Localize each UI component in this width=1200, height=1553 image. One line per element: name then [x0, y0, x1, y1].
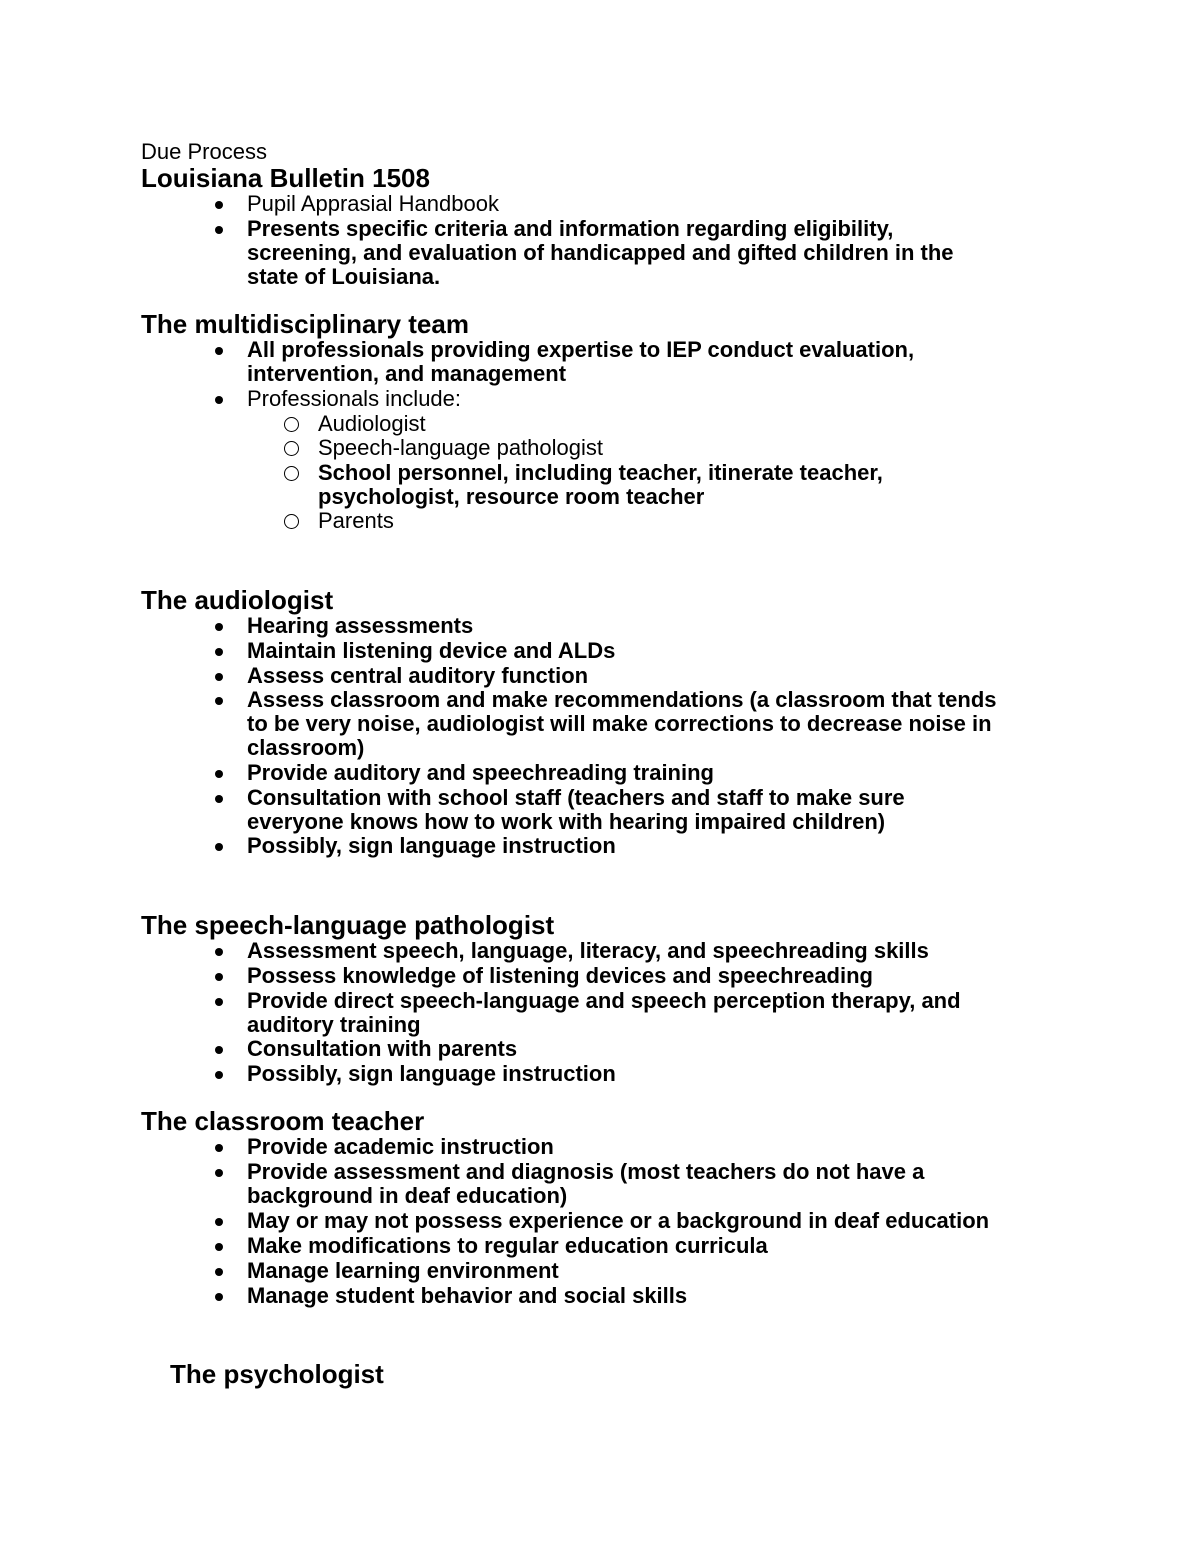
list-item-text: Assess central auditory function	[247, 663, 589, 688]
sub-list-item-text: School personnel, including teacher, itinerate teacher,	[318, 460, 883, 485]
bullet-icon	[215, 795, 223, 803]
bullet-icon	[215, 948, 223, 956]
document-title: Due Process	[141, 139, 267, 164]
list-item-text: screening, and evaluation of handicapped and gifted children in the	[247, 240, 954, 265]
bullet-icon	[215, 1071, 223, 1079]
section-heading-team: The multidisciplinary team	[141, 309, 469, 339]
bullet-icon	[215, 1218, 223, 1226]
sub-list-item-text: psychologist, resource room teacher	[318, 484, 705, 509]
bullet-icon	[215, 1169, 223, 1177]
sub-list-item-text: Parents	[318, 508, 394, 533]
list-item-text: Consultation with school staff (teachers and staff to make sure	[247, 785, 905, 810]
list-item-text: state of Louisiana.	[247, 264, 441, 289]
list-item-text: Provide direct speech-language and speech perception therapy, and	[247, 988, 961, 1013]
sub-list-item-text: Speech-language pathologist	[318, 435, 604, 460]
list-item-text: background in deaf education)	[247, 1183, 568, 1208]
bullet-icon	[215, 1293, 223, 1301]
list-item-text: Provide assessment and diagnosis (most teachers do not have a	[247, 1159, 925, 1184]
bullet-icon	[215, 623, 223, 631]
list-item-text: Provide academic instruction	[247, 1134, 554, 1159]
list-item-text: Maintain listening device and ALDs	[247, 638, 616, 663]
list-item-text: All professionals providing expertise to IEP conduct evaluation,	[247, 337, 915, 362]
section-heading-bulletin: Louisiana Bulletin 1508	[141, 163, 430, 193]
bullet-icon	[215, 998, 223, 1006]
list-item-text: Assessment speech, language, literacy, and speechreading skills	[247, 938, 929, 963]
bullet-icon	[215, 347, 223, 355]
bullet-icon	[215, 1243, 223, 1251]
list-item-text: everyone knows how to work with hearing impaired children)	[247, 809, 886, 834]
bullet-icon	[215, 1046, 223, 1054]
bullet-icon	[215, 396, 223, 404]
list-item-text: Possibly, sign language instruction	[247, 833, 616, 858]
list-item-text: Hearing assessments	[247, 613, 474, 638]
list-item-text: Pupil Apprasial Handbook	[247, 191, 499, 216]
list-item-text: Make modifications to regular education curricula	[247, 1233, 768, 1258]
list-item-text: Professionals include:	[247, 386, 462, 411]
bullet-icon	[215, 1268, 223, 1276]
circle-bullet-icon	[284, 441, 299, 456]
sub-list-item-text: Audiologist	[318, 411, 426, 436]
bullet-icon	[215, 226, 223, 234]
list-item-text: May or may not possess experience or a background in deaf education	[247, 1208, 990, 1233]
list-item-text: classroom)	[247, 735, 365, 760]
section-heading-psychologist: The psychologist	[170, 1359, 384, 1389]
bullet-icon	[215, 973, 223, 981]
bullet-icon	[215, 843, 223, 851]
list-item-text: to be very noise, audiologist will make corrections to decrease noise in	[247, 711, 992, 736]
circle-bullet-icon	[284, 466, 299, 481]
list-item-text: Presents specific criteria and information regarding eligibility,	[247, 216, 894, 241]
bullet-icon	[215, 697, 223, 705]
list-item-text: Provide auditory and speechreading training	[247, 760, 714, 785]
bullet-icon	[215, 770, 223, 778]
list-item-text: Manage student behavior and social skills	[247, 1283, 688, 1308]
list-item-text: Consultation with parents	[247, 1036, 518, 1061]
section-heading-slp: The speech-language pathologist	[141, 910, 555, 940]
list-item-text: Possibly, sign language instruction	[247, 1061, 616, 1086]
circle-bullet-icon	[284, 514, 299, 529]
bullet-icon	[215, 648, 223, 656]
section-heading-teacher: The classroom teacher	[141, 1106, 425, 1136]
list-item-text: auditory training	[247, 1012, 421, 1037]
list-item-text: Possess knowledge of listening devices and speechreading	[247, 963, 873, 988]
bullet-icon	[215, 201, 223, 209]
section-heading-audiologist: The audiologist	[141, 585, 334, 615]
list-item-text: Assess classroom and make recommendations (a classroom that tends	[247, 687, 997, 712]
list-item-text: intervention, and management	[247, 361, 567, 386]
list-item-text: Manage learning environment	[247, 1258, 559, 1283]
circle-bullet-icon	[284, 417, 299, 432]
bullet-icon	[215, 1144, 223, 1152]
bullet-icon	[215, 673, 223, 681]
